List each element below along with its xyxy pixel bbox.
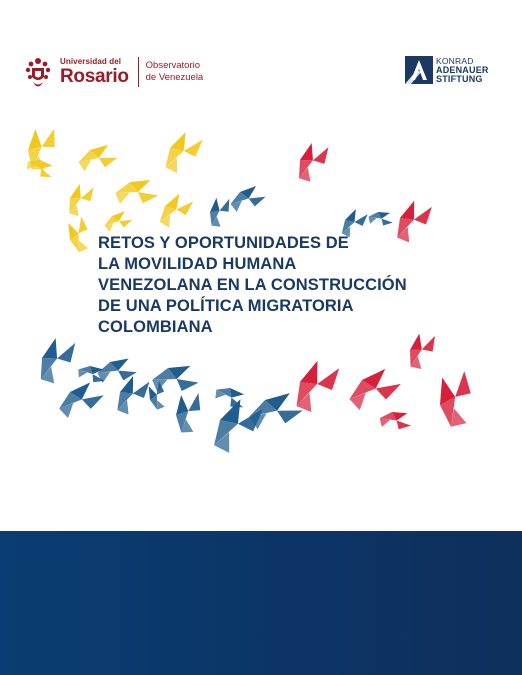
kas-logo-icon [405, 56, 433, 84]
title-line-3: VENEZOLANA EN LA CONSTRUCCIÓN [98, 276, 407, 294]
university-line1: Universidad del [60, 57, 122, 66]
observatorio-wordmark [146, 60, 204, 84]
universidad-rosario-wordmark [60, 58, 129, 86]
university-line2: Rosario [60, 66, 129, 87]
document-title [98, 233, 438, 338]
universidad-rosario-logo [22, 52, 203, 92]
title-line-1: RETOS Y OPORTUNIDADES DE [98, 234, 349, 252]
kas-wordmark [436, 57, 489, 84]
kas-line3: STIFTUNG [436, 73, 483, 84]
footer-band [0, 531, 522, 675]
title-line-4: DE UNA POLÍTICA MIGRATORIA [98, 297, 354, 315]
university-crest-icon [22, 55, 54, 89]
observatory-line1: Observatorio [145, 60, 201, 71]
kas-line2: ADENAUER [436, 64, 489, 75]
kas-line1: KONRAD [436, 55, 474, 66]
title-line-2: LA MOVILIDAD HUMANA [98, 255, 297, 273]
logo-divider [138, 57, 139, 87]
observatory-line2: de Venezuela [145, 72, 204, 83]
title-line-5: COLOMBIANA [98, 318, 213, 336]
kas-logo [405, 56, 489, 84]
